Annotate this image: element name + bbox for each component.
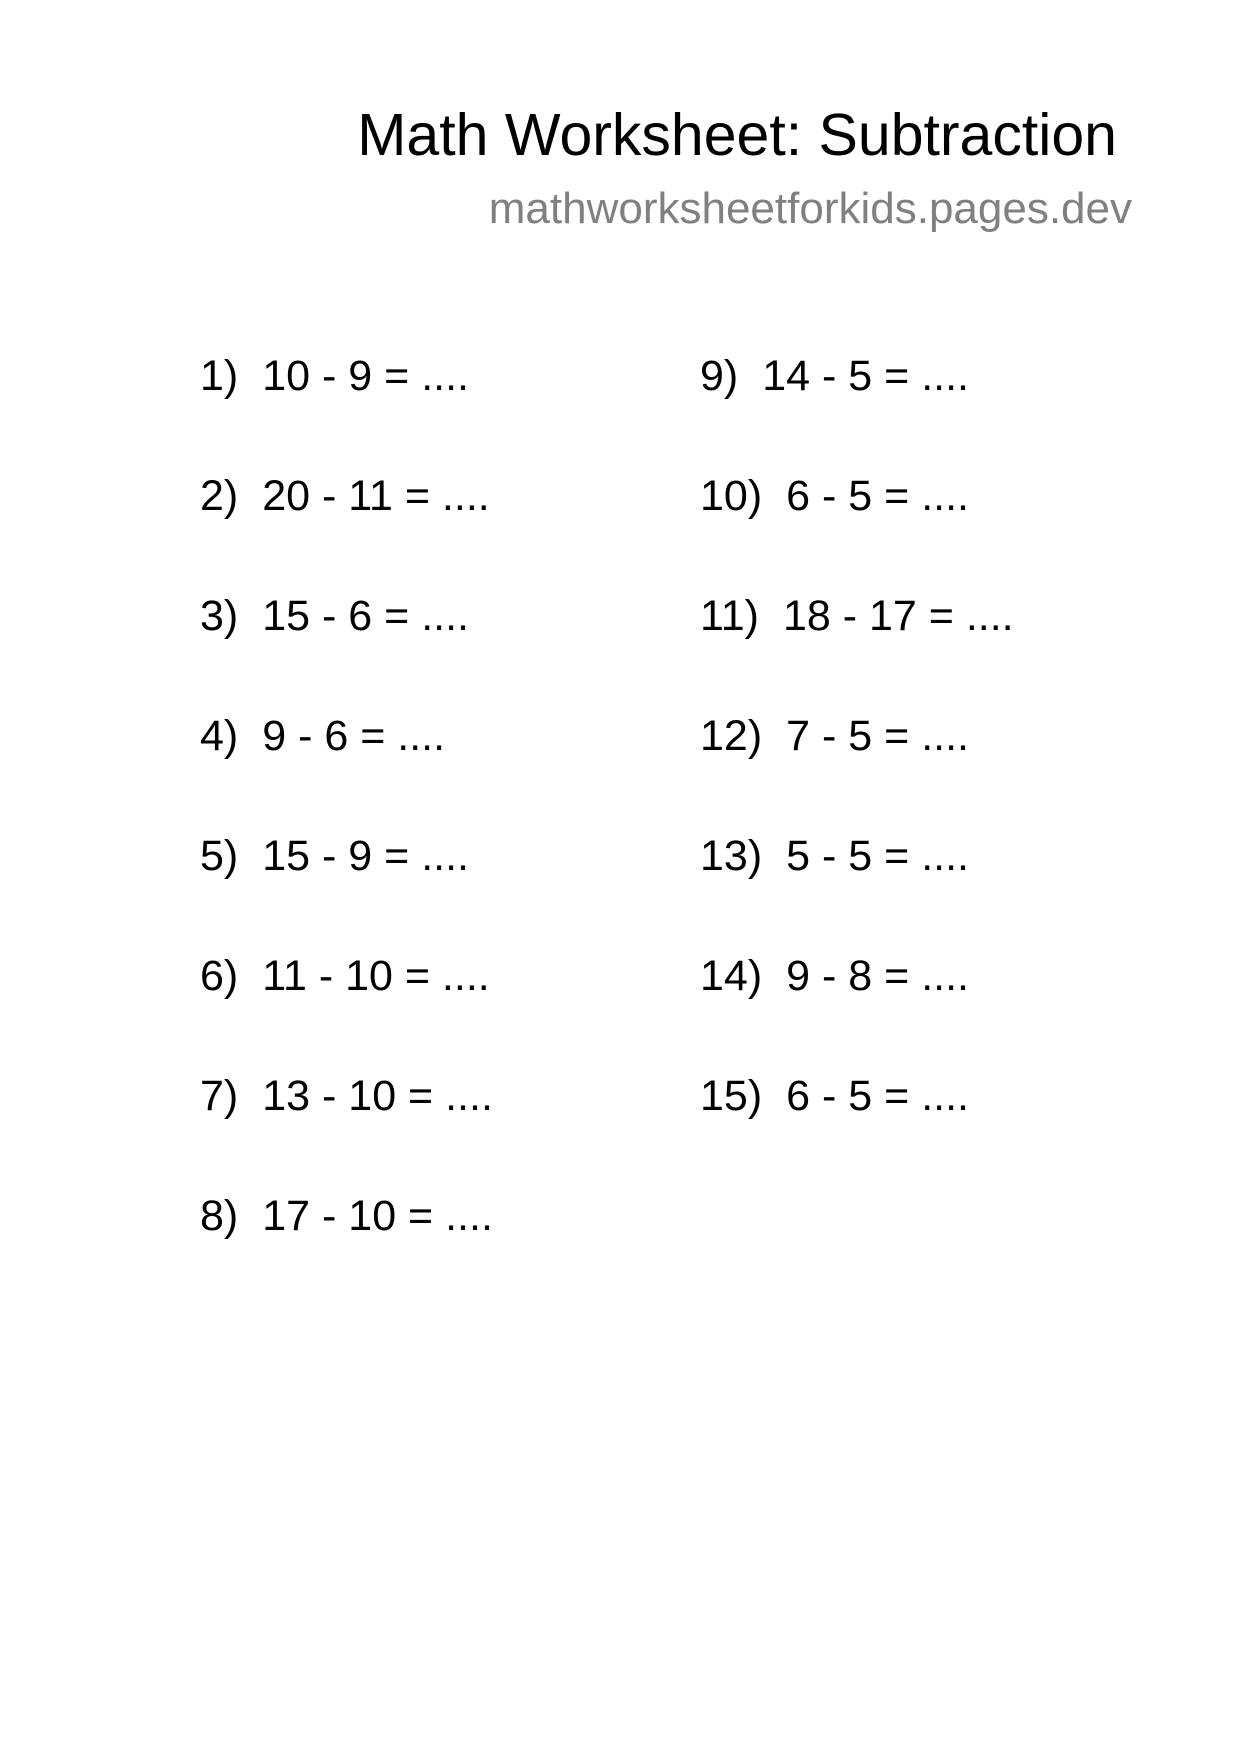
problem-item bbox=[200, 1070, 493, 1122]
problem-number: 4) bbox=[200, 712, 239, 760]
problem-expression: 20 - 11 = .... bbox=[262, 472, 490, 520]
problem-number: 5) bbox=[200, 832, 239, 880]
problem-number: 7) bbox=[200, 1072, 239, 1120]
problem-expression: 15 - 6 = .... bbox=[262, 592, 469, 640]
problem-expression: 18 - 17 = .... bbox=[782, 592, 1014, 640]
problem-expression: 9 - 6 = .... bbox=[262, 712, 446, 760]
problem-number: 14) bbox=[700, 952, 763, 1000]
problem-item bbox=[700, 950, 969, 1002]
problem-expression: 15 - 9 = .... bbox=[262, 832, 469, 880]
worksheet-title: Math Worksheet: Subtraction bbox=[357, 102, 1117, 168]
problem-number: 12) bbox=[700, 712, 763, 760]
problem-item bbox=[200, 1190, 493, 1242]
problem-expression: 10 - 9 = .... bbox=[262, 352, 469, 400]
problem-expression: 7 - 5 = .... bbox=[786, 712, 969, 760]
problem-item bbox=[700, 470, 969, 522]
problem-expression: 13 - 10 = .... bbox=[262, 1072, 493, 1120]
problem-expression: 5 - 5 = .... bbox=[786, 832, 969, 880]
problem-item bbox=[200, 950, 490, 1002]
problem-number: 11) bbox=[700, 592, 759, 640]
problem-item bbox=[700, 1070, 969, 1122]
problem-number: 15) bbox=[700, 1072, 763, 1120]
problem-number: 6) bbox=[200, 952, 239, 1000]
problem-item bbox=[200, 590, 469, 642]
problem-expression: 14 - 5 = .... bbox=[762, 352, 969, 400]
problem-item bbox=[200, 350, 469, 402]
problem-number: 2) bbox=[200, 472, 239, 520]
problem-item bbox=[200, 710, 445, 762]
problem-item bbox=[700, 710, 969, 762]
problem-item bbox=[700, 590, 1014, 642]
problem-item bbox=[200, 830, 469, 882]
problem-expression: 9 - 8 = .... bbox=[786, 952, 969, 1000]
problem-number: 10) bbox=[700, 472, 763, 520]
problem-item bbox=[700, 830, 969, 882]
problem-number: 3) bbox=[200, 592, 239, 640]
problem-number: 1) bbox=[200, 352, 239, 400]
problem-number: 9) bbox=[700, 352, 739, 400]
problem-expression: 17 - 10 = .... bbox=[262, 1192, 493, 1240]
problem-expression: 11 - 10 = .... bbox=[262, 952, 490, 1000]
problem-number: 8) bbox=[200, 1192, 239, 1240]
site-url: mathworksheetforkids.pages.dev bbox=[488, 184, 1132, 233]
problem-expression: 6 - 5 = .... bbox=[786, 1072, 969, 1120]
problem-item bbox=[700, 350, 969, 402]
problem-number: 13) bbox=[700, 832, 763, 880]
problem-item bbox=[200, 470, 490, 522]
problem-expression: 6 - 5 = .... bbox=[786, 472, 969, 520]
